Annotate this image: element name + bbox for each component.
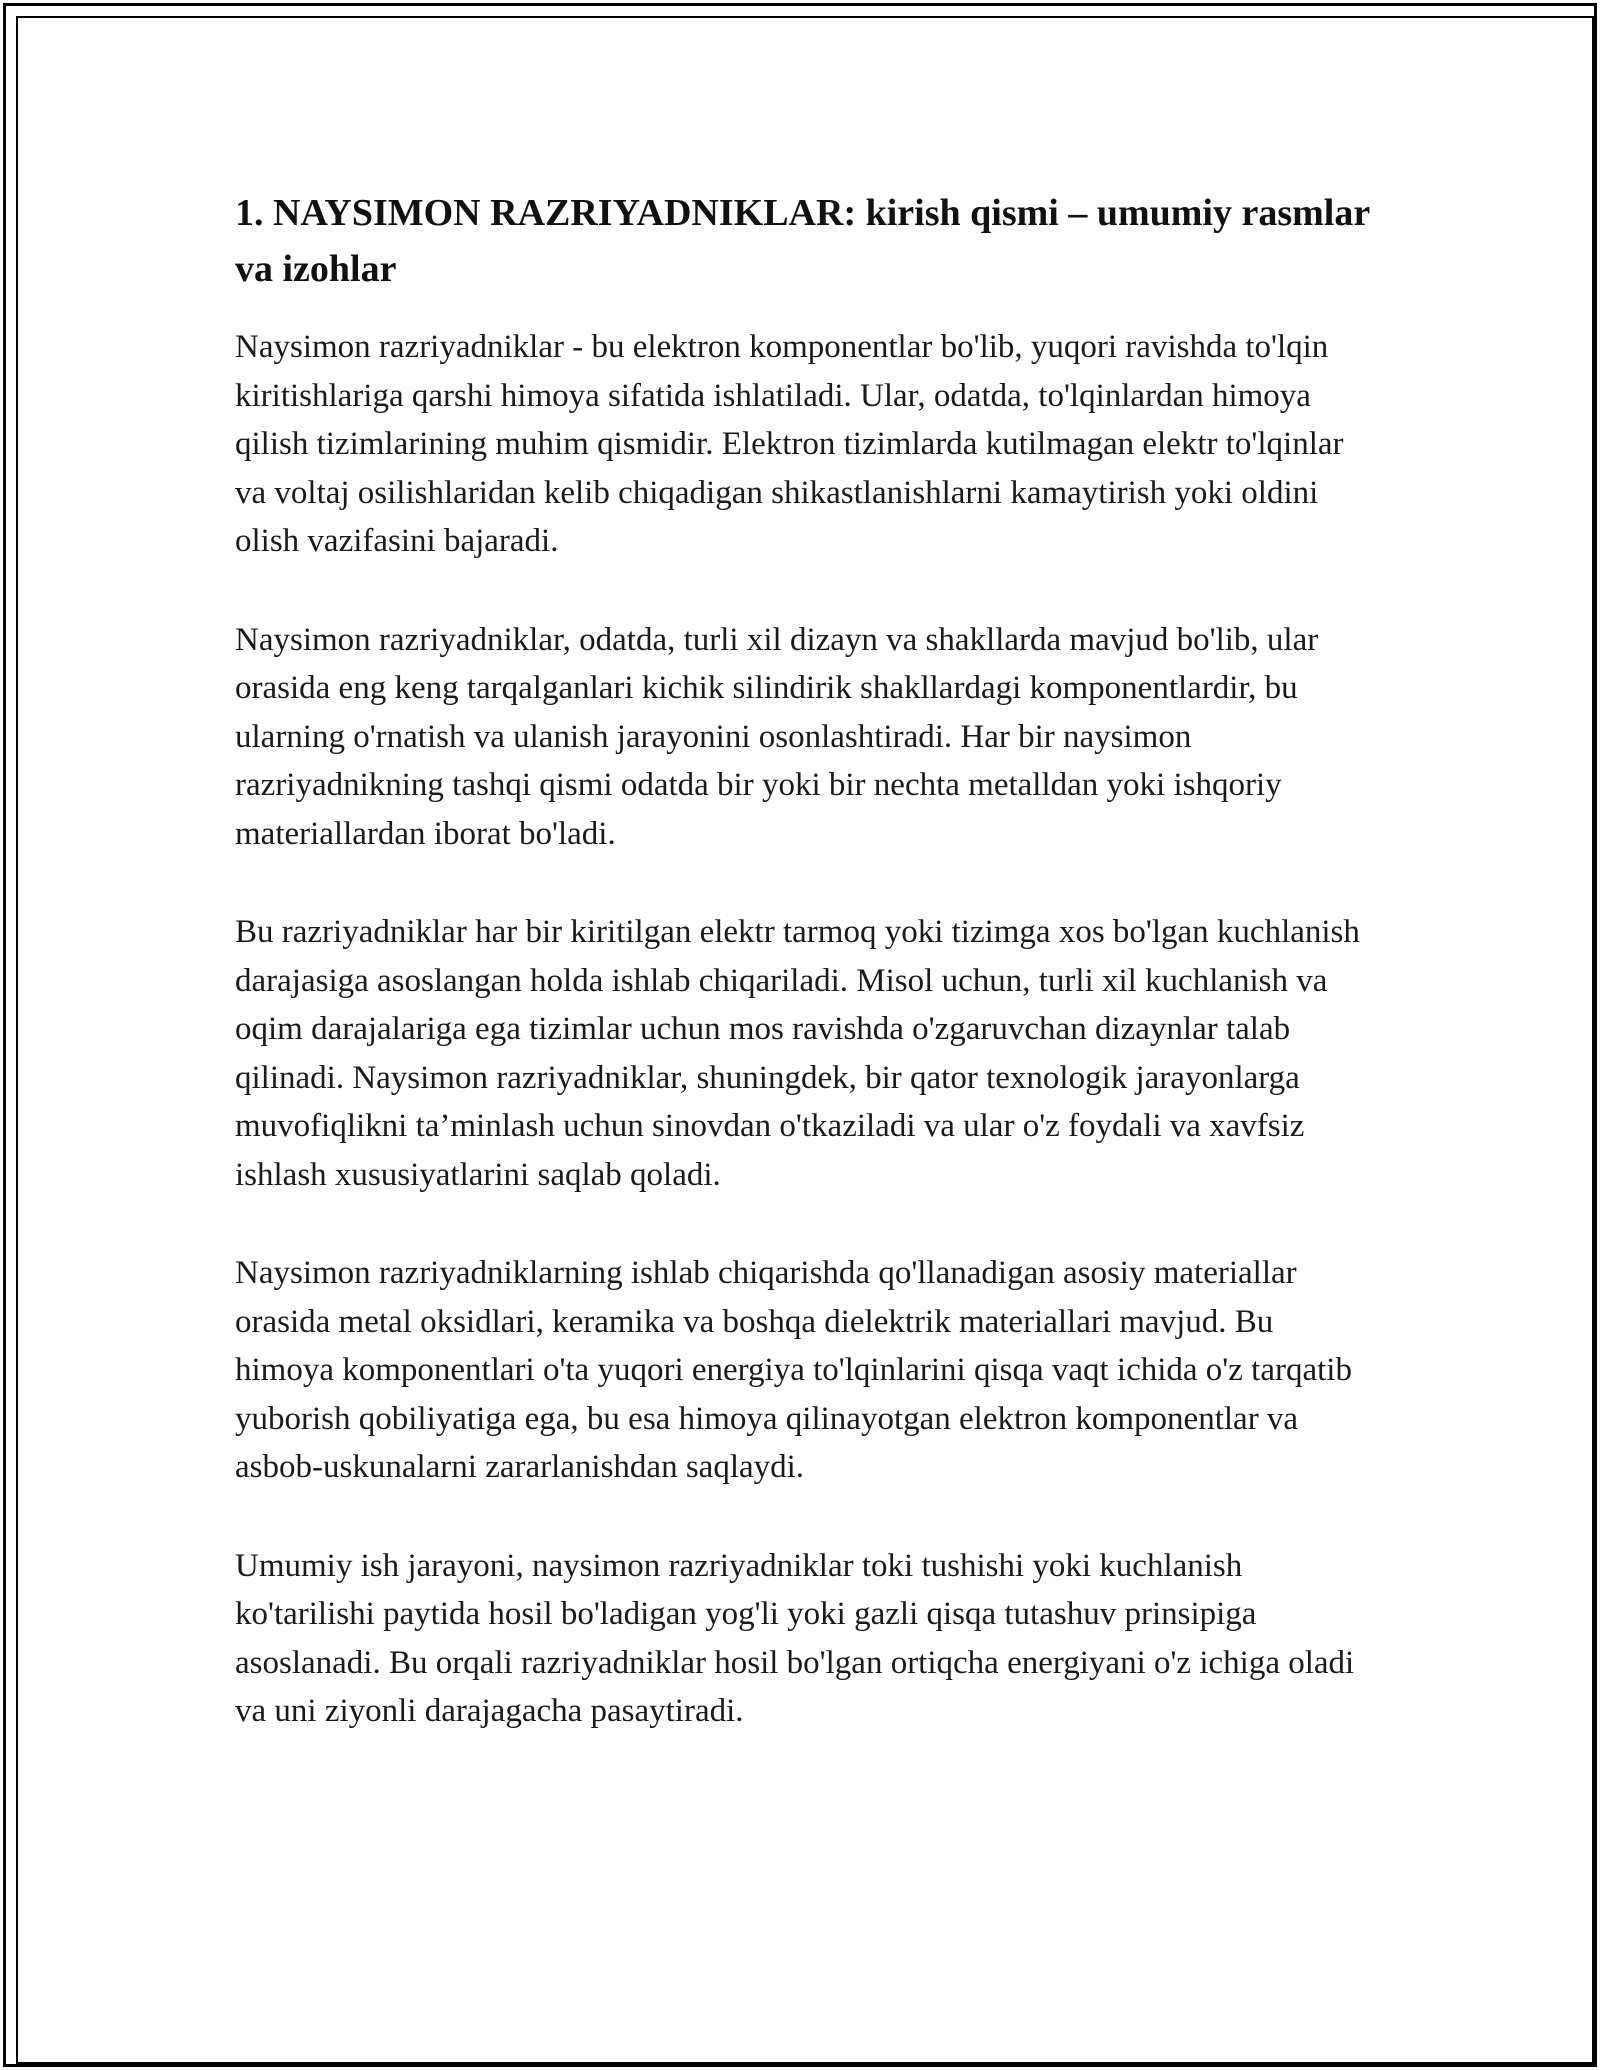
paragraph-intro: Naysimon razriyadniklar - bu elektron komponentlar bo'lib, yuqori ravishda to'lqin kiritishlariga qarshi himoya sifatida ishlatiladi. Ular, odatda, to'lqinlardan himoya qilish tizimlarining muhim qismidir. Elektron tizimlarda kutilmagan elektr to'lqinlar va voltaj osilishlaridan kelib chiqadigan shikastlanishlarni kamaytirish yoki oldini olish vazifasini bajaradi. [235,329,1344,559]
document-body [235,185,1370,1736]
paragraph-voltage: Bu razriyadniklar har bir kiritilgan elektr tarmoq yoki tizimga xos bo'lgan kuchlanish darajasiga asoslangan holda ishlab chiqariladi. Misol uchun, turli xil kuchlanish va oqim darajalariga ega tizimlar uchun mos ravishda o'zgaruvchan dizaynlar talab qilinadi. Naysimon razriyadniklar, shuningdek, bir qator texnologik jarayonlarga muvofiqlikni ta’minlash uchun sinovdan o'tkaziladi va ular o'z foydali va xavfsiz ishlash xususiyatlarini saqlab qoladi. [235,914,1360,1193]
paragraph-operation: Umumiy ish jarayoni, naysimon razriyadniklar toki tushishi yoki kuchlanish ko'tarilishi paytida hosil bo'ladigan yog'li yoki gazli qisqa tutashuv prinsipiga asoslanadi. Bu orqali razriyadniklar hosil bo'lgan ortiqcha energiyani o'z ichiga oladi va uni ziyonli darajagacha pasaytiradi. [235,1547,1355,1729]
paragraph-design: Naysimon razriyadniklar, odatda, turli xil dizayn va shakllarda mavjud bo'lib, ular orasida eng keng tarqalganlari kichik silindirik shakllardagi komponentlardir, bu ularning o'rnatish va ulanish jarayonini osonlashtiradi. Har bir naysimon razriyadnikning tashqi qismi odatda bir yoki bir nechta metalldan yoki ishqoriy materiallardan iborat bo'ladi. [235,621,1319,852]
paragraph-materials: Naysimon razriyadniklarning ishlab chiqarishda qo'llanadigan asosiy materiallar orasida metal oksidlari, keramika va boshqa dielektrik materiallari mavjud. Bu himoya komponentlari o'ta yuqori energiya to'lqinlarini qisqa vaqt ichida o'z tarqatib yuborish qobiliyatiga ega, bu esa himoya qilinayotgan elektron komponentlar va asbob-uskunalarni zararlanishdan saqlaydi. [235,1255,1352,1485]
page-title: 1. NAYSIMON RAZRIYADNIKLAR: kirish qismi – umumiy rasmlar va izohlar [235,192,1370,290]
